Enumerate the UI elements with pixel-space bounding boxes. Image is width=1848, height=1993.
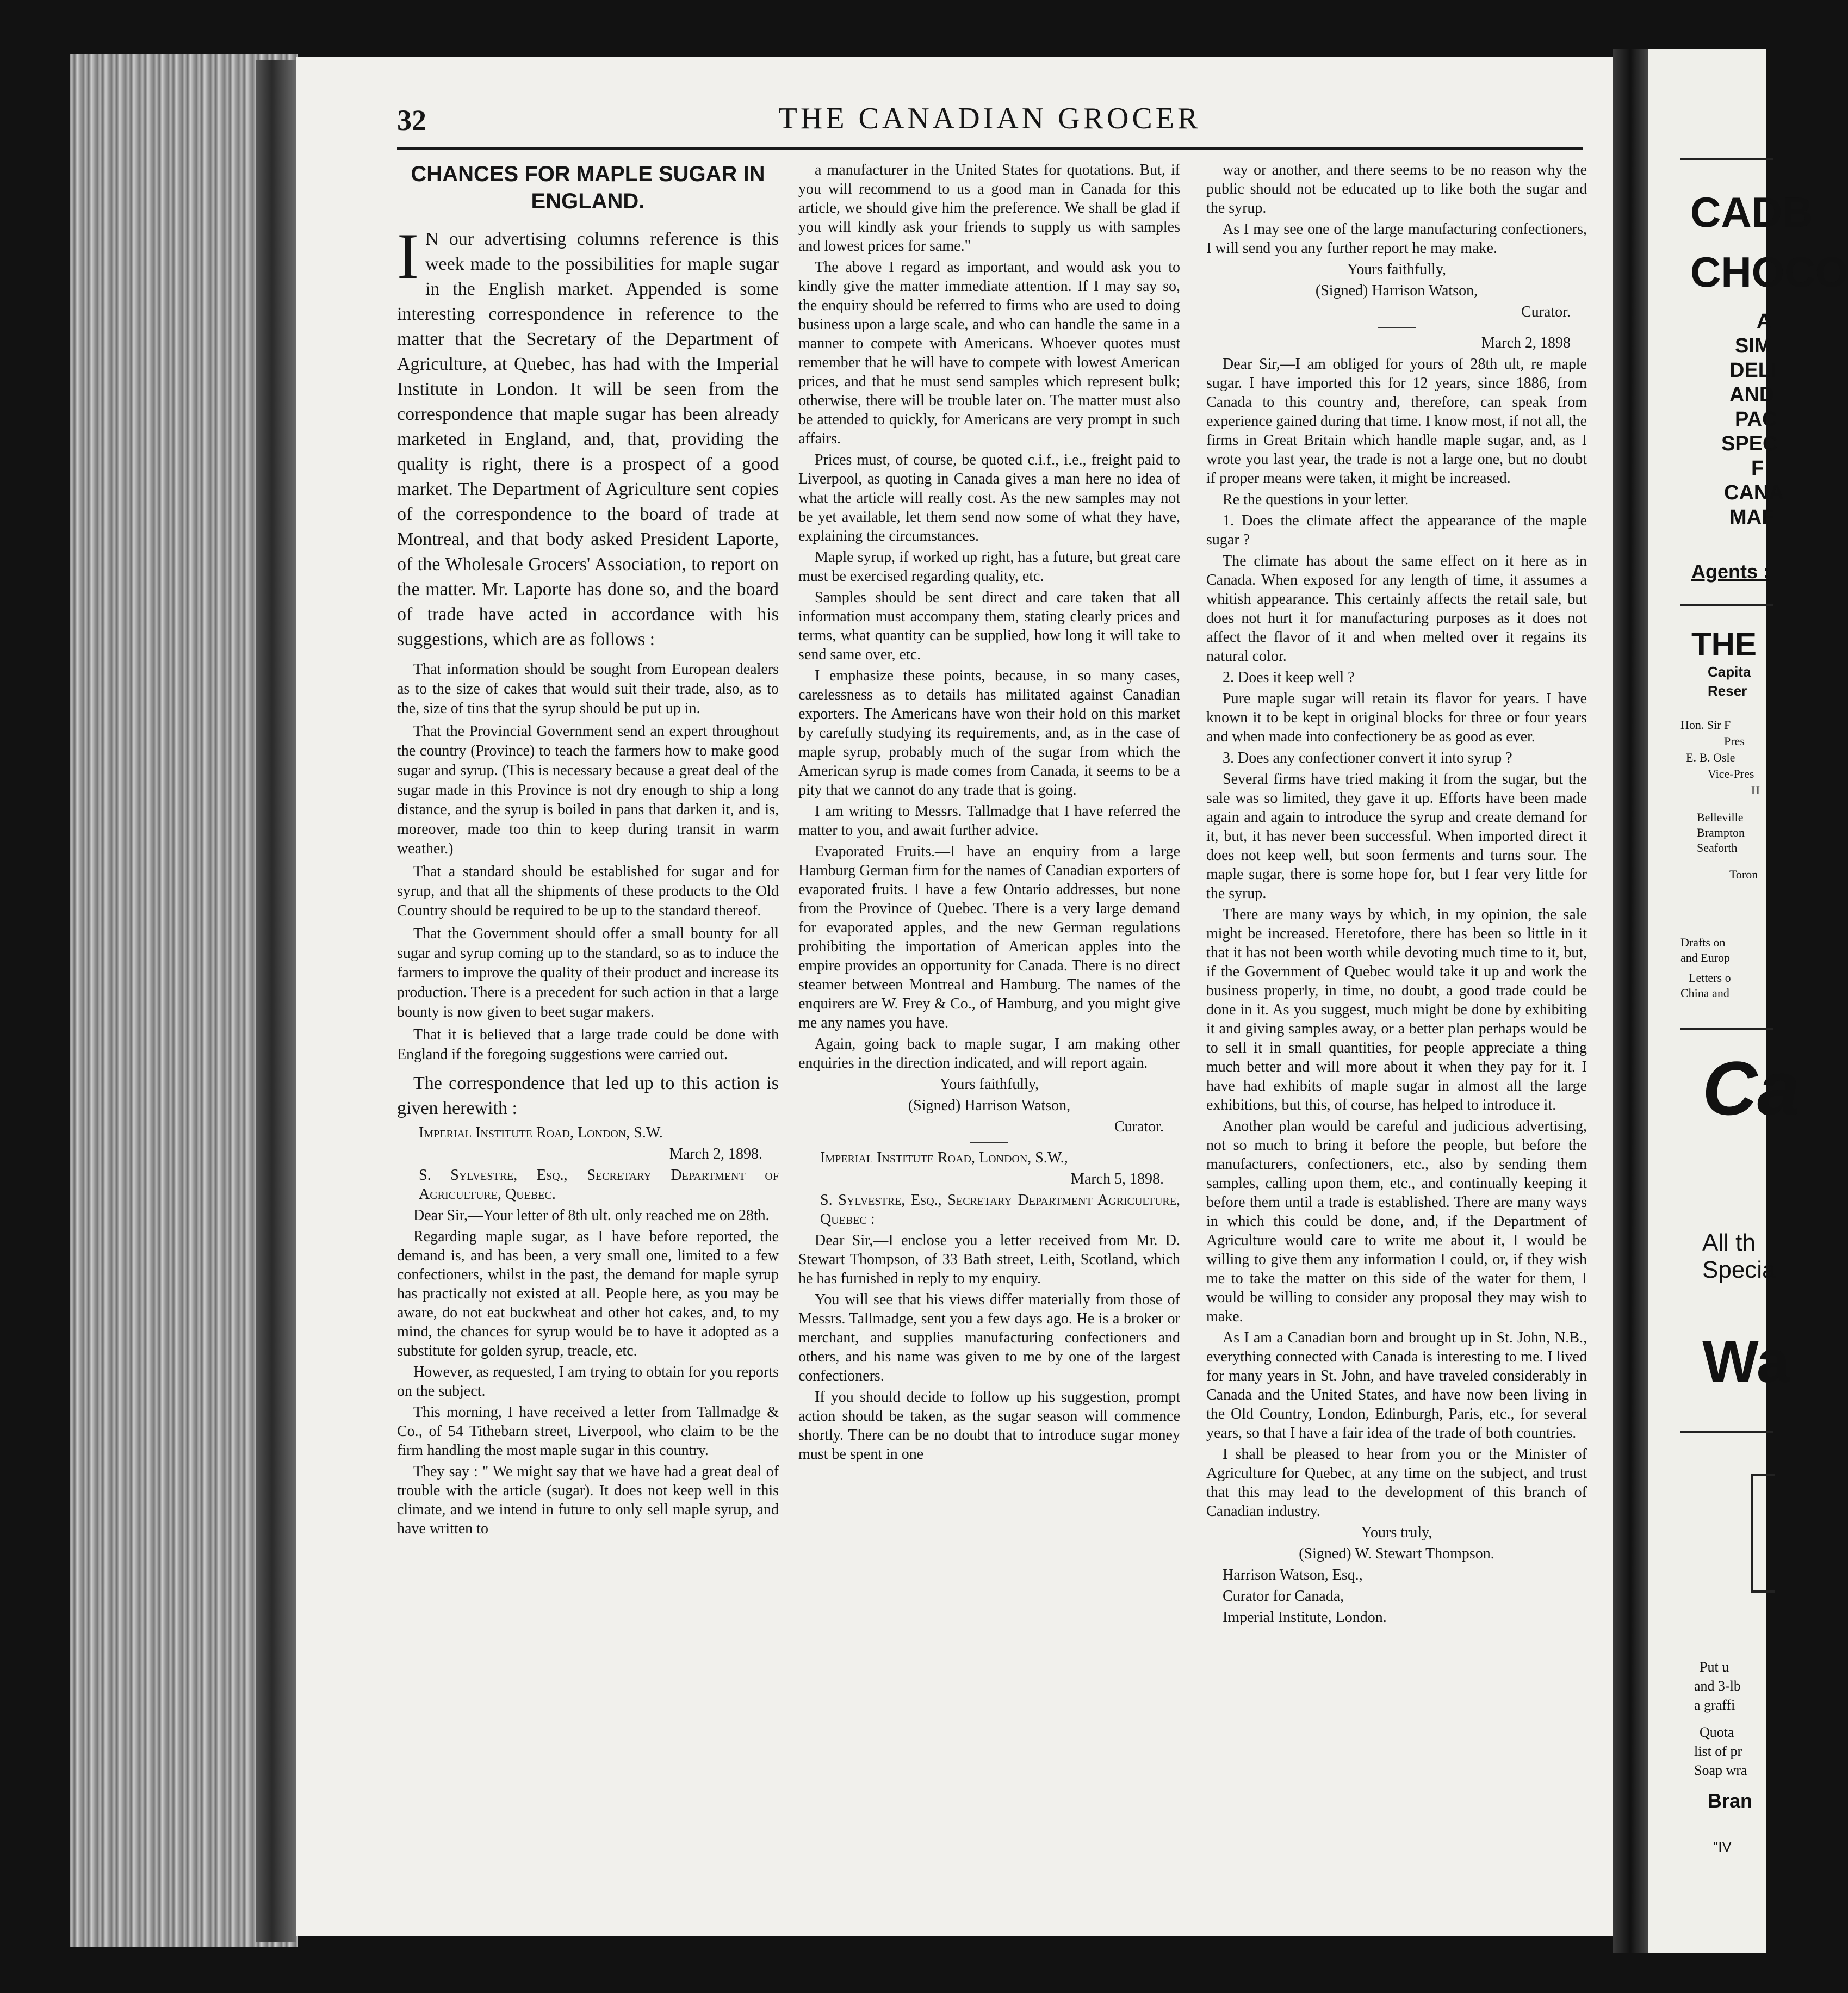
article-headline: CHANCES FOR MAPLE SUGAR IN ENGLAND. <box>411 162 765 213</box>
ad-text: Quota <box>1700 1724 1734 1740</box>
letter-3-para: The climate has about the same effect on it here as in Canada. When exposed for any length of time, it assumes a whitish appearance. This certainly affects the retail sale, but does not hurt it for manufacturing purposes as it does not affect the flavor of it and when melted over it regains its natural color. <box>1206 553 1587 665</box>
ad-text: and 3-lb <box>1694 1678 1741 1694</box>
separator-dash <box>1378 327 1416 328</box>
letter-3-para: 2. Does it keep well ? <box>1223 669 1355 686</box>
resolution-5: That it is believed that a large trade could be done with England if the foregoing suggestions were carried out. <box>397 1026 779 1063</box>
ad-text: SPEC <box>1721 432 1778 455</box>
ad-text: Drafts on <box>1680 936 1726 949</box>
letter-3-para: 1. Does the climate affect the appearance of the maple sugar ? <box>1206 512 1587 548</box>
letter-1-para: I am writing to Messrs. Tallmadge that I have referred the matter to you, and await further advice. <box>798 803 1180 839</box>
correspondence-intro <box>397 1071 779 1121</box>
ad-text: CADB <box>1690 188 1813 236</box>
letter-1-para: Evaporated Fruits.—I have an enquiry from a large Hamburg German firm for the names of Canadian exporters of evaporated fruits. I have a few Ontario addresses, but none from the Province of Quebec. There is a very large demand for evaporated apples, and the new German regulations prohibiting the importation of American apples into the empire provides an opportunity for Canada. There is no direct steamer between Montreal and Hamburg. The names of the enquirers are W. Frey & Co., of Hamburg, and you might give me any names you have. <box>798 843 1180 1031</box>
addressee: Harrison Watson, Esq., <box>1223 1567 1363 1583</box>
letter-1-para: Maple syrup, if worked up right, has a future, but great care must be exercised regarding quality, etc. <box>798 549 1180 585</box>
letter-2-date: March 5, 1898. <box>1070 1171 1164 1187</box>
ad-text: Hon. Sir F <box>1680 718 1731 732</box>
ad-rule <box>1680 604 1773 606</box>
signature-title: Curator. <box>1521 304 1571 320</box>
ad-text: CHOCO <box>1690 248 1848 296</box>
ad-text: Reser <box>1708 683 1747 699</box>
ad-text: THE <box>1691 626 1757 663</box>
ad-text: Toron <box>1729 868 1758 881</box>
ad-rule <box>1680 158 1773 160</box>
ad-text: Seaforth <box>1697 841 1738 855</box>
resolution-3: That a standard should be established for sugar and for syrup, and that all the shipments of these products to the Old Country should be required to be up to the standard thereof. <box>397 863 779 919</box>
signature-title: Curator. <box>1114 1118 1164 1135</box>
ad-text: F <box>1751 457 1764 480</box>
ad-box <box>1751 1474 1775 1593</box>
column-1 <box>397 160 779 1540</box>
letter-3-para: Dear Sir,—I am obliged for yours of 28th ult, re maple sugar. I have imported this for 12 years, since 1886, from Canada to this country and, therefore, can speak from experience gained during that time. I know most, if not all, the firms in Great Britain which handle maple sugar, and, as I wrote you last year, the trade is not a large one, but no doubt if proper means were taken, it might be increased. <box>1206 356 1587 487</box>
ad-rule <box>1680 1028 1773 1030</box>
ad-text: Put u <box>1700 1659 1729 1675</box>
ad-text: and Europ <box>1680 951 1731 964</box>
ad-text: Bran <box>1708 1790 1753 1812</box>
signature-name: (Signed) Harrison Watson, <box>908 1097 1071 1114</box>
letter-1-para: Again, going back to maple sugar, I am making other enquiries in the direction indicated, and will report again. <box>798 1036 1180 1072</box>
article-lead <box>397 220 779 652</box>
letter-3-para: As I am a Canadian born and brought up in St. John, N.B., everything connected with Canada is interesting to me. I lived for many years in St. John, and have traveled considerably in Canada and the United States, and have now been living in the Old Country, London, Edinburgh, Paris, etc., for several years, so that I have a fair idea of the trade of both countries. <box>1206 1329 1587 1441</box>
letter-3-para: Pure maple sugar will retain its flavor for years. I have known it to be kept in original blocks for three or four years and when made into confectionery be as good as ever. <box>1206 690 1587 745</box>
resolution-1: That information should be sought from European dealers as to the size of cakes that would suit their trade, also, as to the, size of tins that the syrup should be put up in. <box>397 661 779 717</box>
column-2 <box>798 160 1180 1466</box>
letter-1-para: a manufacturer in the United States for quotations. But, if you will recommend to us a good man in Canada for this article, we should give him the preference. We shall be glad if you will kindly ask your friends to supply us with samples and lowest prices for same." <box>798 162 1180 255</box>
ad-text: MAF <box>1729 506 1775 529</box>
ad-text: Specia <box>1702 1257 1776 1283</box>
letter-1-para: Regarding maple sugar, as I have before reported, the demand is, and has been, a very small one, limited to a few confectioners, whilst in the past, the demand for maple syrup has practically not existed at all. People here, as you may be aware, do not eat buckwheat and other hot cakes, and, to my mind, the chances for syrup would be to have it adopted as a substitute for golden syrup, treacle, etc. <box>397 1228 779 1359</box>
letter-3-para: Re the questions in your letter. <box>1223 491 1409 508</box>
header-rule <box>397 147 1583 150</box>
ad-text: PAC <box>1735 408 1777 431</box>
running-head: THE CANADIAN GROCER <box>778 102 1201 135</box>
ad-text: A <box>1757 310 1772 333</box>
letter-1-recipient: S. Sylvestre, Esq., Secretary Department of Agriculture, Quebec. <box>419 1167 779 1203</box>
letter-1-para: Samples should be sent direct and care taken that all information must accompany them, stating clearly prices and terms, what quantity can be supplied, how long it will take to send same over, etc. <box>798 589 1180 663</box>
ad-text: Brampton <box>1697 826 1745 839</box>
letter-2-para: way or another, and there seems to be no reason why the public should not be educated up to like both the sugar and the syrup. <box>1206 162 1587 216</box>
page-header <box>397 97 1583 146</box>
letter-1-para: This morning, I have received a letter from Tallmadge & Co., of 54 Tithebarn street, Liverpool, who claim to be the firm handling the most maple sugar in this country. <box>397 1404 779 1459</box>
ad-text: E. B. Osle <box>1686 751 1735 764</box>
ad-text: All th <box>1702 1229 1756 1256</box>
letter-3-para: Several firms have tried making it from the sugar, but the sale was so limited, they gave it up. Efforts have been made again and again to introduce the syrup and create demand for it, but, it has never been successful. When imported direct it does not keep well, but soon ferments and turns sour. The maple sugar, there is some hope for, but I fear very little for the syrup. <box>1206 771 1587 902</box>
resolution-2: That the Provincial Government send an expert throughout the country (Province) to teach the farmers how to make good sugar and syrup. (This is necessary because a great deal of the sugar made in this Province is not dry enough to ship a long distance, and the syrup is boiled in pans that darken it, and is, moreover, made too thin to keep during transit in warm weather.) <box>397 723 779 857</box>
letter-1-para: They say : " We might say that we have had a great deal of trouble with the article (sugar). It does not keep well in this climate, and we intend in future to only sell maple syrup, and have written to <box>397 1463 779 1537</box>
letter-3-para: Another plan would be careful and judicious advertising, not so much to bring it before the people, but before the manufacturers, confectioners, etc., also by sending them samples, calling upon them, etc., and continually keeping it before them until a trade is established. There are many ways in which this could be done, and, if the Department of Agriculture would care to write me about it, I would be willing to give them any information I could, or, if they wish me to take the matter on this side of the water for them, I would be willing to consider any proposal they may wish to make. <box>1206 1118 1587 1325</box>
ad-text: China and <box>1680 986 1729 1000</box>
letter-2-para: Dear Sir,—I enclose you a letter received from Mr. D. Stewart Thompson, of 33 Bath street, Leith, Scotland, which he has furnished in reply to my enquiry. <box>798 1232 1180 1287</box>
signature-closing: Yours faithfully, <box>1347 261 1446 278</box>
ad-text: SIM <box>1735 335 1772 357</box>
page-number: 32 <box>397 104 426 137</box>
letter-1-para: I emphasize these points, because, in so many cases, carelessness as to details has militated against Canadian exporters. The Americans have won their hold on this market by carefully studying its requirements, and, as in the case of maple syrup, probably much of the sugar from which the American syrup is made comes from Canada, it seems to be a pity that we cannot do any trade that is going. <box>798 667 1180 799</box>
addressee-place: Imperial Institute, London. <box>1223 1609 1387 1626</box>
ad-text: Ca <box>1702 1045 1800 1131</box>
binding-shadow <box>256 60 296 1942</box>
ad-text: Letters o <box>1689 971 1731 985</box>
signature-closing: Yours truly, <box>1361 1524 1432 1541</box>
letter-1 <box>397 1123 779 1538</box>
ad-text: "IV <box>1713 1839 1732 1855</box>
ad-text: Wa <box>1702 1328 1790 1395</box>
letter-2-address: Imperial Institute Road, London, S.W., <box>820 1149 1068 1166</box>
letter-3-para: 3. Does any confectioner convert it into syrup ? <box>1223 750 1512 766</box>
signature-name: (Signed) Harrison Watson, <box>1315 282 1478 299</box>
ad-text: Agents : <box>1691 560 1770 583</box>
ad-text: Soap wra <box>1694 1762 1747 1778</box>
ad-text: Belleville <box>1697 810 1744 824</box>
ad-text: DELI <box>1729 359 1777 382</box>
letter-1-para: The above I regard as important, and would ask you to kindly give the matter immediate attention. If I may say so, the enquiry should be referred to firms who are used to doing business upon a large scale, and who can handle the same in a manner to compete with Americans. Whoever quotes must remember that he will have to compete with lowest American prices, and that he must send samples which represent bulk; otherwise, there will be trouble later on. The matter must also be attended to quickly, for Americans are very prompt in such affairs. <box>798 259 1180 447</box>
letter-1-para: Prices must, of course, be quoted c.i.f., i.e., freight paid to Liverpool, as quoting in Canada gives a man here no idea of what the article will really cost. As the new samples may not be yet available, let them send now some of what they have, explaining the circumstances. <box>798 451 1180 544</box>
letter-2-recipient: S. Sylvestre, Esq., Secretary Department Agriculture, Quebec : <box>820 1192 1180 1228</box>
resolution-4: That the Government should offer a small bounty for all sugar and syrup coming up to the standard, so as to induce the farmers to improve the quality of their product and increase its production. There is a precedent for such action in that a large bounty is now given to beet sugar makers. <box>397 925 779 1020</box>
ad-text: Pres <box>1724 734 1745 748</box>
intro-text: The correspondence that led up to this action is given herewith : <box>397 1073 779 1118</box>
signature-closing: Yours faithfully, <box>939 1076 1039 1093</box>
letter-2-para: You will see that his views differ materially from those of Messrs. Tallmadge, sent you a few days ago. He is a broker or merchant, and supplies manufacturing confectioners and others, and his name was given to me by one of the largest confectioners. <box>798 1291 1180 1384</box>
facing-page-ads <box>1648 49 1848 1953</box>
letter-3-date: March 2, 1898 <box>1481 335 1571 351</box>
addressee-title: Curator for Canada, <box>1223 1588 1344 1605</box>
column-3 <box>1206 160 1587 1629</box>
letter-3-para: There are many ways by which, in my opinion, the sale might be increased. Heretofore, there has been so little in it that it has not been worth while devoting much time to it, but, if the Government of Quebec would take it up and work the business properly, in time, no doubt, a good trade could be done in it. As you suggest, much might be done by exhibiting it and giving samples away, or a better plan perhaps would be to sell it in small quantities, for people appreciate a thing much better and will more about it when they pay for it. I have had exhibits of maple sugar in almost all the large exhibitions, but this, of course, has helped to introduce it. <box>1206 906 1587 1113</box>
letter-1-address: Imperial Institute Road, London, S.W. <box>419 1124 663 1141</box>
ad-rule <box>1680 1431 1773 1433</box>
letter-2-para: If you should decide to follow up his suggestion, prompt action should be taken, as the sugar season will commence shortly. There can be no doubt that to introduce sugar money must be spent in one <box>798 1389 1180 1463</box>
letter-2-para: As I may see one of the large manufacturing confectioners, I will send you any further report he may make. <box>1206 221 1587 257</box>
page-gutter <box>1613 49 1648 1953</box>
ad-text: a graffi <box>1694 1697 1735 1713</box>
letter-3-para: I shall be pleased to hear from you or the Minister of Agriculture for Quebec, at any time on the subject, and trust that this may lead to the development of this branch of Canadian industry. <box>1206 1446 1587 1520</box>
ad-text: AND <box>1729 383 1775 406</box>
ad-text: list of pr <box>1694 1743 1742 1759</box>
lead-paragraph: N our advertising columns reference is this week made to the possibilities for maple sugar in the English market. Appended is some interesting correspondence in reference to the matter that the Secretary of the Department of Agriculture, at Quebec, has had with the Imperial Institute in London. It will be seen from the correspondence that maple sugar has been already marketed in England, and, that, providing the quality is right, there is a prospect of a good market. The Department of Agriculture sent copies of the correspondence to the board of trade at Montreal, and that body asked President Laporte, of the Wholesale Grocers' Association, to report on the matter. Mr. Laporte has done so, and the board of trade have acted in accordance with his suggestions, which are as follows : <box>397 229 779 649</box>
ad-text: H <box>1751 783 1760 797</box>
letter-1-para: Dear Sir,—Your letter of 8th ult. only reached me on 28th. <box>413 1207 770 1224</box>
drop-cap: I <box>397 220 419 292</box>
separator-dash <box>970 1142 1008 1143</box>
letter-1-para: However, as requested, I am trying to obtain for you reports on the subject. <box>397 1364 779 1400</box>
ad-text: Vice-Pres <box>1708 767 1754 781</box>
ad-text: Capita <box>1708 664 1751 680</box>
letter-1-date: March 2, 1898. <box>669 1146 762 1162</box>
resolutions <box>397 660 779 1064</box>
signature-name: (Signed) W. Stewart Thompson. <box>1299 1545 1494 1562</box>
ad-text: CANA <box>1724 481 1784 504</box>
